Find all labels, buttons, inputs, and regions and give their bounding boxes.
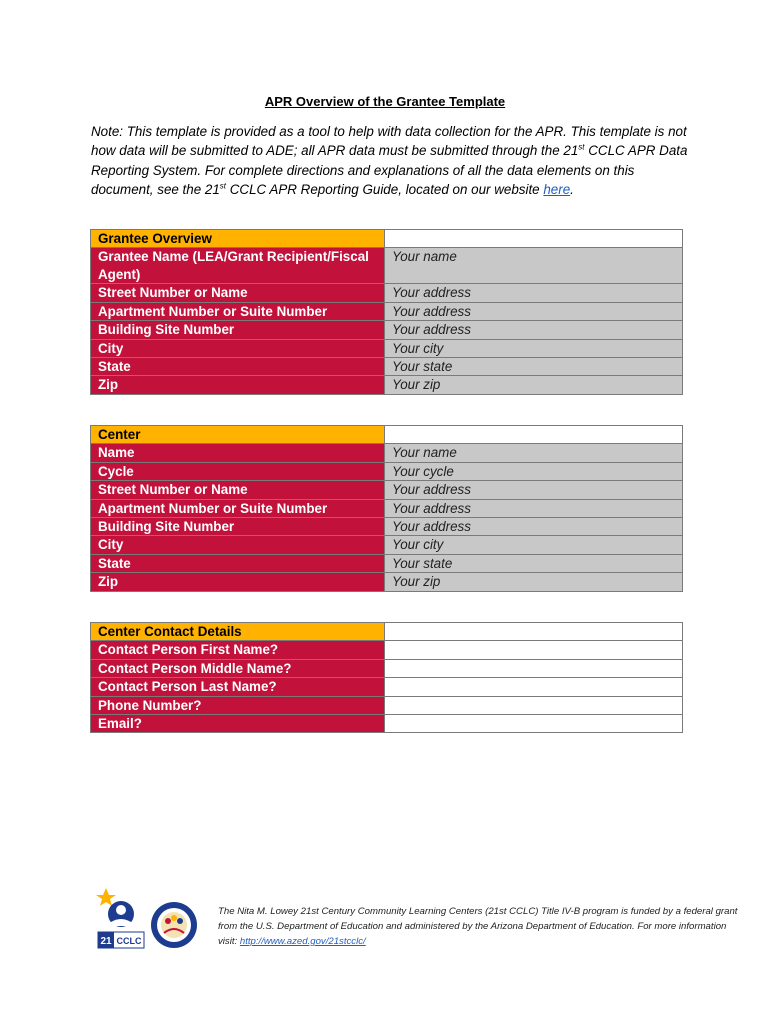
contact-middle-name-field[interactable] [385,659,683,677]
grantee-street-label: Street Number or Name [91,284,385,302]
grantee-building-label: Building Site Number [91,321,385,339]
center-table [90,425,683,592]
grantee-city-field[interactable]: Your city [385,339,683,357]
center-name-field[interactable]: Your name [385,444,683,462]
center-city-field[interactable]: Your city [385,536,683,554]
footer-text [218,904,748,949]
svg-text:21: 21 [100,936,112,947]
grantee-building-field[interactable]: Your address [385,321,683,339]
grantee-street-field[interactable]: Your address [385,284,683,302]
center-header-blank [385,426,683,444]
ade-seal-icon [150,901,198,949]
contact-first-name-label: Contact Person First Name? [91,641,385,659]
svg-text:CCLC: CCLC [116,936,142,946]
center-cycle-label: Cycle [91,462,385,480]
contact-email-field[interactable] [385,715,683,733]
grantee-zip-label: Zip [91,376,385,394]
center-zip-label: Zip [91,573,385,591]
grantee-overview-table [90,229,683,395]
note-text-3: CCLC APR Reporting Guide, located on our website [226,181,544,197]
center-state-field[interactable]: Your state [385,554,683,572]
center-apartment-field[interactable]: Your address [385,499,683,517]
grantee-name-field[interactable]: Your name [385,248,683,284]
grantee-overview-header: Grantee Overview [91,230,385,248]
contact-middle-name-label: Contact Person Middle Name? [91,659,385,677]
contact-last-name-field[interactable] [385,678,683,696]
grantee-city-label: City [91,339,385,357]
center-city-label: City [91,536,385,554]
cclc-logo-icon [96,886,146,952]
note-paragraph [91,122,691,199]
grantee-apartment-label: Apartment Number or Suite Number [91,302,385,320]
contact-email-label: Email? [91,715,385,733]
grantee-state-label: State [91,358,385,376]
center-street-field[interactable]: Your address [385,481,683,499]
center-apartment-label: Apartment Number or Suite Number [91,499,385,517]
center-header: Center [91,426,385,444]
grantee-zip-field[interactable]: Your zip [385,376,683,394]
contact-first-name-field[interactable] [385,641,683,659]
center-name-label: Name [91,444,385,462]
center-cycle-field[interactable]: Your cycle [385,462,683,480]
note-sup-1: st [578,142,585,152]
note-sup-2: st [219,181,227,191]
contact-phone-label: Phone Number? [91,696,385,714]
center-building-field[interactable]: Your address [385,518,683,536]
footer-body: The Nita M. Lowey 21st Century Community Learning Centers (21st CCLC) Title IV-B program is funded by a federal grant from the U.S. Department of Education and administered by the Arizona Department of Education. For more information visit: [218,906,738,947]
note-text-1: Note: This template is provided as a tool to help with data collection for the APR. This template is not how data will be submitted to ADE; all APR data must be submitted through the 21 [91,124,687,159]
center-zip-field[interactable]: Your zip [385,573,683,591]
grantee-name-label: Grantee Name (LEA/Grant Recipient/Fiscal Agent) [91,248,385,284]
contact-details-header: Center Contact Details [91,623,385,641]
center-street-label: Street Number or Name [91,481,385,499]
contact-phone-field[interactable] [385,696,683,714]
page-title: APR Overview of the Grantee Template [264,94,506,109]
contact-details-table [90,622,683,733]
center-state-label: State [91,554,385,572]
here-link[interactable]: here [543,181,571,197]
center-building-label: Building Site Number [91,518,385,536]
contact-header-blank [385,623,683,641]
grantee-state-field[interactable]: Your state [385,358,683,376]
grantee-apartment-field[interactable]: Your address [385,302,683,320]
grantee-header-blank [385,230,683,248]
contact-last-name-label: Contact Person Last Name? [91,678,385,696]
note-end: . [570,181,574,197]
note-text-2: CCLC APR Data Reporting System. For complete directions and explanations of all the data elements on this document, see the 21 [91,143,688,197]
footer-link[interactable]: http://www.azed.gov/21stcclc/ [239,936,366,947]
